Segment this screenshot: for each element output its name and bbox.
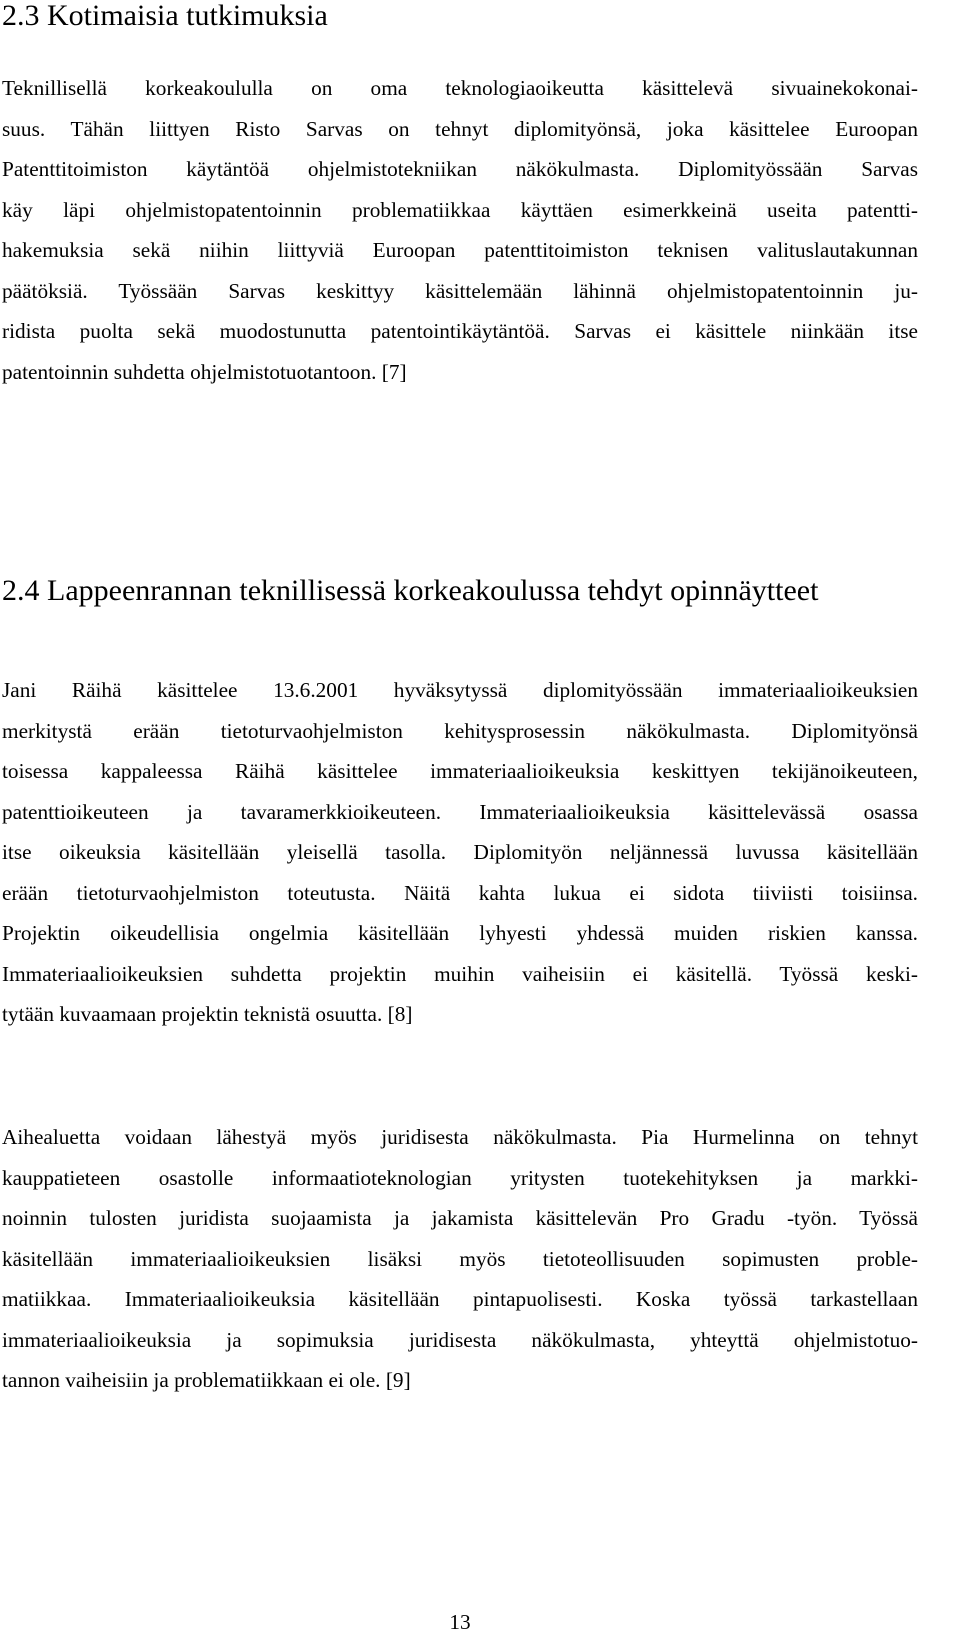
text-line: noinnin tulosten juridista suojaamista ja jakamista käsittelevän Pro Gradu -työn. Työssä xyxy=(2,1206,918,1230)
text-line: matiikkaa. Immateriaalioikeuksia käsitellään pintapuolisesti. Koska työssä tarkastellaan xyxy=(2,1287,918,1311)
text-line: Teknillisellä korkeakoululla on oma teknologiaoikeutta käsittelevä sivuainekokonai- xyxy=(2,76,918,100)
text-line: päätöksiä. Työssään Sarvas keskittyy käsittelemään lähinnä ohjelmistopatentoinnin ju- xyxy=(2,278,918,303)
text-line: Aihealuetta voidaan lähestyä myös juridisesta näkökulmasta. Pia Hurmelinna on tehnyt xyxy=(2,1125,918,1149)
text-line: Jani Räihä käsittelee 13.6.2001 hyväksytyssä diplomityössään immateriaalioikeuksien xyxy=(2,678,918,702)
text-line: ridista puolta sekä muodostunutta patentointikäytäntöä. Sarvas ei käsittele niinkään itse xyxy=(2,319,918,343)
text-line: immateriaalioikeuksia ja sopimuksia juridisesta näkökulmasta, yhteyttä ohjelmistotuo- xyxy=(2,1327,918,1352)
text-line: hakemuksia sekä niihin liittyviä Euroopan patenttitoimiston teknisen valituslautakunnan xyxy=(2,238,918,262)
text-line: käy läpi ohjelmistopatentoinnin problematiikkaa käyttäen esimerkkeinä useita patentti- xyxy=(2,197,918,222)
text-line: itse oikeuksia käsitellään yleisellä tasolla. Diplomityön neljännessä luvussa käsitellään xyxy=(2,840,918,864)
page-number: 13 xyxy=(449,1610,471,1634)
paragraph-raiha xyxy=(2,670,918,1035)
text-line: Projektin oikeudellisia ongelmia käsitellään lyhyesti yhdessä muiden riskien kanssa. xyxy=(2,921,918,945)
text-line: Immateriaalioikeuksien suhdetta projektin muihin vaiheisiin ei käsitellä. Työssä keski- xyxy=(2,961,918,986)
text-line: patenttioikeuteen ja tavaramerkkioikeuteen. Immateriaalioikeuksia käsittelevässä osassa xyxy=(2,799,918,824)
text-line: erään tietoturvaohjelmiston toteutusta. Näitä kahta lukua ei sidota tiiviisti toisiinsa. xyxy=(2,880,918,905)
text-line: merkitystä erään tietoturvaohjelmiston kehitysprosessin näkökulmasta. Diplomityönsä xyxy=(2,718,918,743)
text-line: tannon vaiheisiin ja problematiikkaan ei ole. [9] xyxy=(2,1368,411,1392)
text-line: patentoinnin suhdetta ohjelmistotuotantoon. [7] xyxy=(2,359,407,384)
section-heading-2-4: 2.4 Lappeenrannan teknillisessä korkeakoulussa tehdyt opinnäytteet xyxy=(2,574,819,607)
text-line: tytään kuvaamaan projektin teknistä osuutta. [8] xyxy=(2,1002,413,1026)
text-line: suus. Tähän liittyen Risto Sarvas on tehnyt diplomityönsä, joka käsittelee Euroopan xyxy=(2,116,918,141)
text-line: kauppatieteen osastolle informaatioteknologian yritysten tuotekehityksen ja markki- xyxy=(2,1165,918,1190)
section-heading-2-3: 2.3 Kotimaisia tutkimuksia xyxy=(2,0,328,32)
text-line: Patenttitoimiston käytäntöä ohjelmistotekniikan näkökulmasta. Diplomityössään Sarvas xyxy=(2,157,918,181)
paragraph-hurmelinna xyxy=(2,1117,918,1401)
text-line: käsitellään immateriaalioikeuksien lisäksi myös tietoteollisuuden sopimusten proble- xyxy=(2,1246,918,1271)
text-line: toisessa kappaleessa Räihä käsittelee immateriaalioikeuksia keskittyen tekijänoikeuteen, xyxy=(2,759,918,783)
paragraph-kotimaisia xyxy=(2,68,918,392)
